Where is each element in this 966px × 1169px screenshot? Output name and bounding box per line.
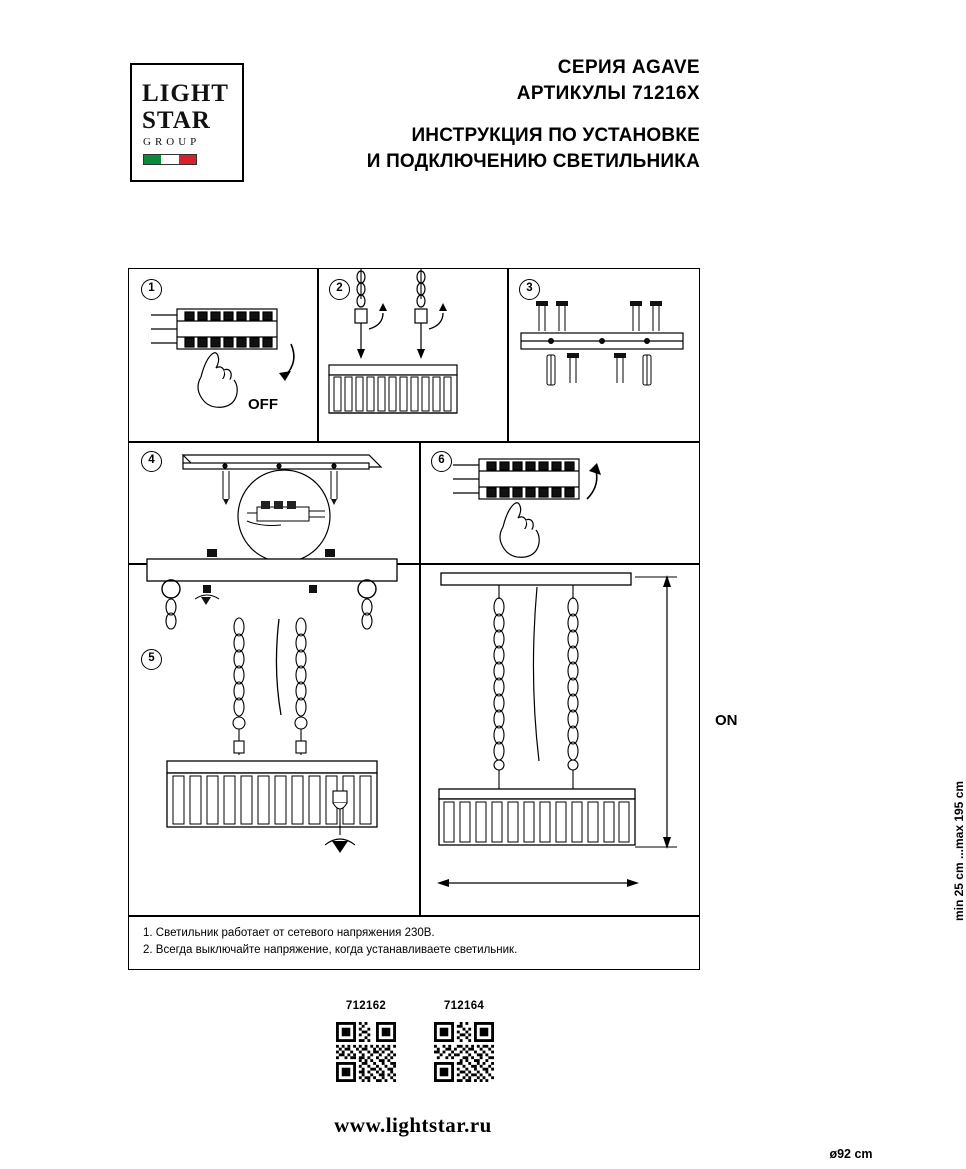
logo-line-3: GROUP: [143, 135, 201, 148]
step-number-2: 2: [329, 279, 350, 300]
product-codes: [330, 1000, 500, 1082]
diameter-dimension-label: ø92 cm: [771, 1147, 931, 1161]
step-number-5: 5: [141, 649, 162, 670]
step-number-4: 4: [141, 451, 162, 472]
step-1-label: OFF: [248, 396, 278, 413]
italian-flag-icon: [143, 154, 197, 165]
qr-code-712164: [434, 1022, 494, 1082]
step-number-1: 1: [141, 279, 162, 300]
website-url[interactable]: www.lightstar.ru: [334, 1113, 492, 1137]
note-line-1: 1. Светильник работает от сетевого напряжения 230В.: [143, 927, 435, 939]
brand-logo: [130, 63, 244, 182]
step-panel-6: [419, 441, 738, 729]
step-6-illustration: [419, 441, 699, 563]
logo-line-2: STAR: [142, 106, 211, 134]
article-numbers: АРТИКУЛЫ 71216X: [516, 83, 700, 104]
height-dimension-label: min 25 cm ...max 195 cm: [952, 780, 966, 922]
step-6-label: ON: [715, 712, 738, 729]
step-number-6: 6: [431, 451, 452, 472]
series-title: СЕРИЯ AGAVE: [557, 57, 700, 78]
code-label-2: 712164: [443, 1000, 485, 1012]
page-header: [130, 55, 700, 205]
qr-code-712162: [336, 1022, 396, 1082]
dimension-illustration: [419, 563, 699, 915]
instruction-title-line2: И ПОДКЛЮЧЕНИЮ СВЕТИЛЬНИКА: [366, 151, 700, 172]
instruction-title-line1: ИНСТРУКЦИЯ ПО УСТАНОВКЕ: [411, 125, 700, 146]
code-item: [330, 1000, 402, 1082]
code-label-1: 712162: [345, 1000, 387, 1012]
title-block: [280, 55, 700, 175]
step-5-illustration: [129, 563, 419, 915]
logo-line-1: LIGHT: [142, 79, 229, 107]
step-number-3: 3: [519, 279, 540, 300]
step-panel-5: [129, 563, 419, 915]
code-item: [428, 1000, 500, 1082]
note-line-2: 2. Всегда выключайте напряжение, когда устанавливаете светильник.: [143, 944, 518, 956]
notes-block: [129, 915, 699, 969]
step-panel-4: [129, 441, 419, 563]
